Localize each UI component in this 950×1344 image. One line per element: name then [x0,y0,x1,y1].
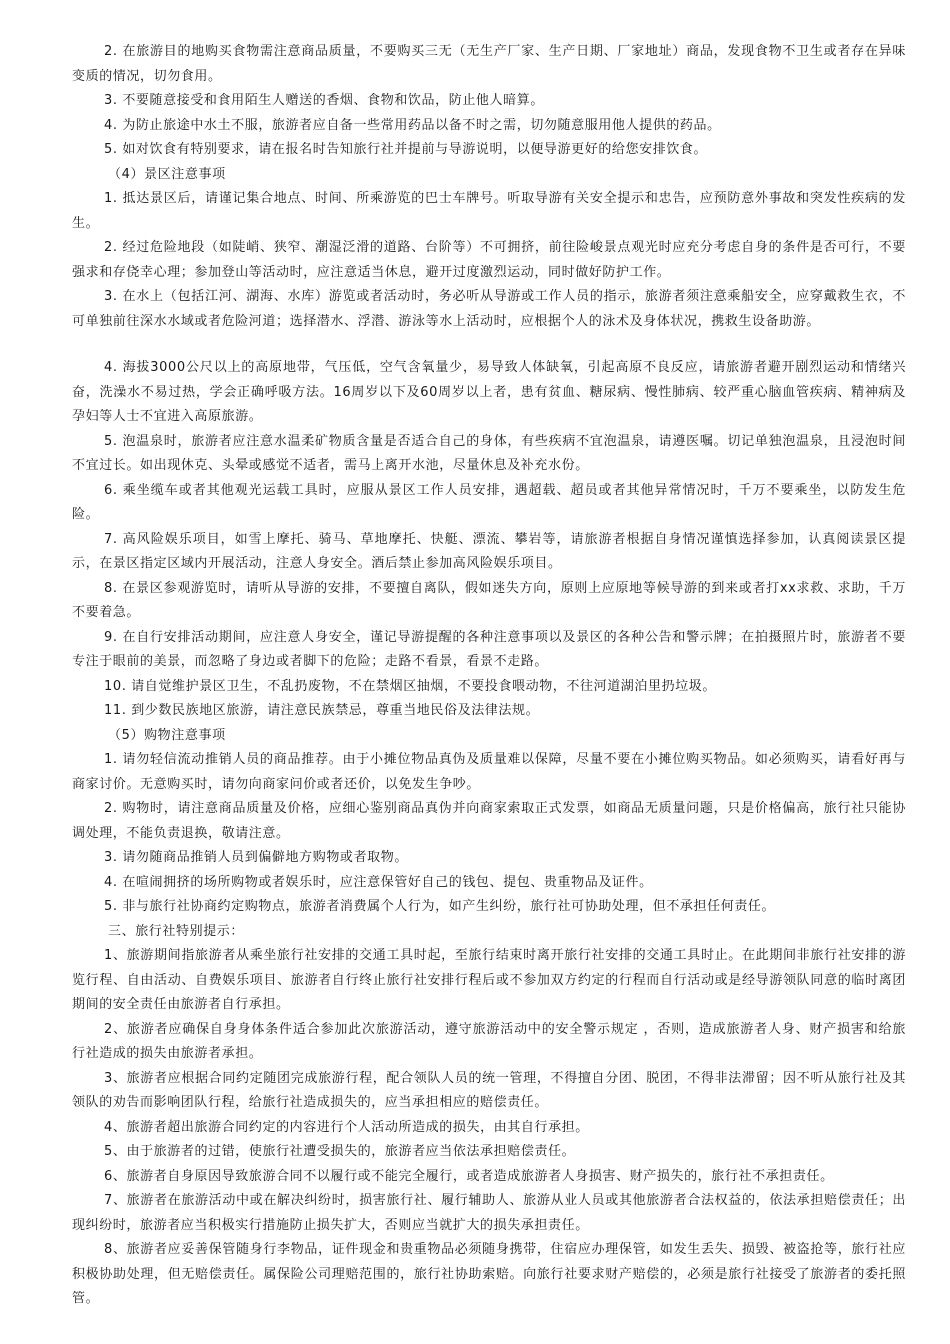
paragraph: 7. 高风险娱乐项目，如雪上摩托、骑马、草地摩托、快艇、漂流、攀岩等，请旅游者根据自身情况谨慎选择参加，认真阅读景区提示，在景区指定区域内开展活动，注意人身安全。酒后禁止参加高风险娱乐项目。 [72,531,906,571]
paragraph: 4. 为防止旅途中水土不服，旅游者应自备一些常用药品以备不时之需，切勿随意服用他人提供的药品。 [104,117,721,133]
paragraph: 3、旅游者应根据合同约定随团完成旅游行程，配合领队人员的统一管理，不得擅自分团、脱团，不得非法滞留；因不听从旅行社及其领队的劝告而影响团队行程，给旅行社造成损失的，应当承担相应的赔偿责任。 [72,1070,906,1110]
paragraph: 7、旅游者在旅游活动中或在解决纠纷时，损害旅行社、履行辅助人、旅游从业人员或其他旅游者合法权益的，依法承担赔偿责任；出现纠纷时，旅游者应当积极实行措施防止损失扩大，否则应当就扩大的损失承担责任。 [72,1193,906,1233]
paragraph: 3. 在水上（包括江河、湖海、水库）游览或者活动时，务必听从导游或工作人员的指示，旅游者须注意乘船安全，应穿戴救生衣，不可单独前往深水水域或者危险河道；选择潜水、浮潜、游泳等水上活动时，应根据个人的泳术及身体状况，携救生设备助游。 [72,289,906,329]
paragraph: 9. 在自行安排活动期间，应注意人身安全，谨记导游提醒的各种注意事项以及景区的各种公告和警示牌；在拍摄照片时，旅游者不要专注于眼前的美景，而忽略了身边或者脚下的危险；走路不看景，看景不走路。 [72,629,906,669]
paragraph: 10. 请自觉维护景区卫生，不乱扔废物，不在禁烟区抽烟，不要投食喂动物，不往河道湖泊里扔垃圾。 [104,678,717,694]
document-body [72,40,906,1312]
paragraph: 11. 到少数民族地区旅游，请注意民族禁忌，尊重当地民俗及法律法规。 [104,703,540,718]
paragraph: 2. 经过危险地段（如陡峭、狭窄、潮湿泛滑的道路、台阶等）不可拥挤，前往险峻景点观光时应充分考虑自身的条件是否可行，不要强求和存侥幸心理；参加登山等活动时，应注意适当休息，避开过度激烈运动，同时做好防护工作。 [72,240,906,280]
paragraph: 5. 如对饮食有特别要求，请在报名时告知旅行社并提前与导游说明，以便导游更好的给您安排饮食。 [104,142,708,157]
paragraph: 5. 非与旅行社协商约定购物点，旅游者消费属个人行为，如产生纠纷，旅行社可协助处理，但不承担任何责任。 [104,899,776,914]
section-heading: （4）景区注意事项 [108,166,226,182]
paragraph: 5、由于旅游者的过错，使旅行社遭受损失的，旅游者应当依法承担赔偿责任。 [104,1144,576,1159]
paragraph: 6. 乘坐缆车或者其他观光运载工具时，应服从景区工作人员安排，遇超载、超员或者其他异常情况时，千万不要乘坐，以防发生危险。 [72,482,906,522]
paragraph: 2. 购物时，请注意商品质量及价格，应细心鉴别商品真伪并向商家索取正式发票，如商品无质量问题，只是价格偏高，旅行社只能协调处理，不能负责退换，敬请注意。 [72,801,906,841]
paragraph: 3. 请勿随商品推销人员到偏僻地方购物或者取物。 [104,850,408,865]
paragraph: 4. 在喧闹拥挤的场所购物或者娱乐时，应注意保管好自己的钱包、提包、贵重物品及证件。 [104,874,653,890]
paragraph: 1. 请勿轻信流动推销人员的商品推荐。由于小摊位物品真伪及质量难以保障，尽量不要在小摊位购买物品。如必须购买，请看好再与商家讨价。无意购买时，请勿向商家问价或者还价，以免发生争吵。 [72,752,906,792]
section-heading: （5）购物注意事项 [108,727,226,743]
paragraph: 8. 在景区参观游览时，请听从导游的安排，不要擅自离队，假如迷失方向，原则上应原地等候导游的到来或者打xx求救、求助，千万不要着急。 [72,580,906,620]
paragraph: 1、旅游期间指旅游者从乘坐旅行社安排的交通工具时起，至旅行结束时离开旅行社安排的交通工具时止。在此期间非旅行社安排的游览行程、自由活动、自费娱乐项目、旅游者自行终止旅行社安排行程后或不参加双方约定的行程而自行活动或是经导游领队同意的临时离团期间的安全责任由旅游者自行承担。 [72,948,906,1012]
paragraph: 4. 海拔3000公尺以上的高原地带，气压低，空气含氧量少，易导致人体缺氧，引起高原不良反应，请旅游者避开剧烈运动和情绪兴奋，洗澡水不易过热，学会正确呼吸方法。16周岁以下及60周岁以上者，患有贫血、糖尿病、慢性肺病、较严重心脑血管疾病、精神病及孕妇等人士不宜进入高原旅游。 [72,360,906,424]
paragraph: 6、旅游者自身原因导致旅游合同不以履行或不能完全履行，或者造成旅游者人身损害、财产损失的，旅行社不承担责任。 [104,1168,834,1184]
paragraph: 1. 抵达景区后，请谨记集合地点、时间、所乘游览的巴士车牌号。听取导游有关安全提示和忠告，应预防意外事故和突发性疾病的发生。 [72,191,906,231]
section-heading: 三、旅行社特别提示： [108,923,245,939]
paragraph: 5. 泡温泉时，旅游者应注意水温柔矿物质含量是否适合自己的身体，有些疾病不宜泡温泉，请遵医嘱。切记单独泡温泉，且浸泡时间不宜过长。如出现休克、头晕或感觉不适者，需马上离开水池，尽量休息及补充水份。 [72,433,906,473]
paragraph: 2、旅游者应确保自身身体条件适合参加此次旅游活动，遵守旅游活动中的安全警示规定 ，否则，造成旅游者人身、财产损害和给旅行社造成的损失由旅游者承担。 [72,1021,906,1061]
paragraph: 4、旅游者超出旅游合同约定的内容进行个人活动所造成的损失，由其自行承担。 [104,1119,589,1135]
paragraph: 8、旅游者应妥善保管随身行李物品，证件现金和贵重物品必须随身携带，住宿应办理保管，如发生丢失、损毁、被盗抢等，旅行社应积极协助处理，但无赔偿责任。属保险公司理赔范围的，旅行社协助索赔。向旅行社要求财产赔偿的，必须是旅行社接受了旅游者的委托照管。 [72,1242,906,1306]
paragraph: 2. 在旅游目的地购买食物需注意商品质量，不要购买三无（无生产厂家、生产日期、厂家地址）商品，发现食物不卫生或者存在异味变质的情况，切勿食用。 [72,44,906,84]
paragraph: 3. 不要随意接受和食用陌生人赠送的香烟、食物和饮品，防止他人暗算。 [104,93,544,108]
